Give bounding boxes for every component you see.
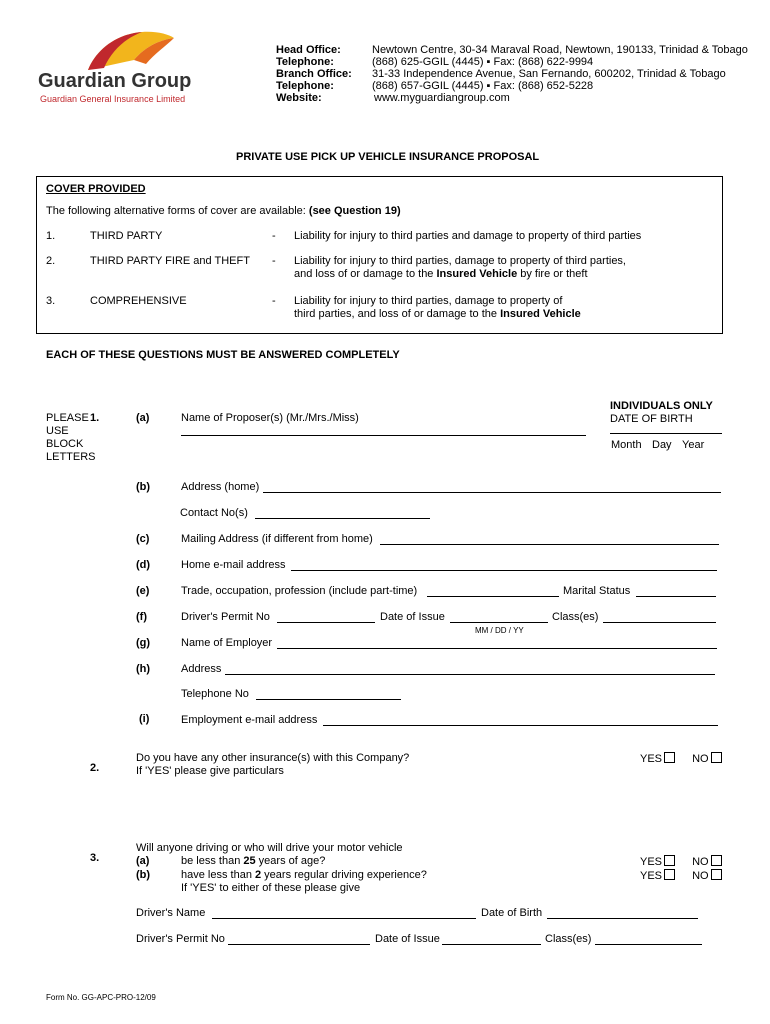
cover-item-dash: - — [272, 230, 276, 242]
contact-value: 31-33 Independence Avenue, San Fernando, 600202, Trinidad & Tobago — [372, 68, 726, 80]
cover-item-name: THIRD PARTY FIRE and THEFT — [90, 255, 250, 267]
question-number: 2. — [90, 762, 100, 774]
cover-item-desc: Liability for injury to third parties, damage to property of third parties, — [294, 255, 626, 267]
yes-label: YES — [640, 856, 663, 868]
driver-class-field[interactable] — [595, 944, 702, 945]
q3a-post: years of age? — [255, 855, 326, 867]
desc-bold: Insured Vehicle — [500, 308, 581, 320]
driver-dob-field[interactable] — [547, 918, 698, 919]
q3b-pre: have less than — [181, 869, 255, 881]
q1a-letter: (a) — [136, 412, 150, 424]
desc-text: and loss of or damage to the — [294, 268, 437, 280]
q1h-letter: (h) — [136, 663, 151, 675]
please-line: BLOCK — [46, 438, 84, 450]
issue-label: Date of Issue — [380, 611, 445, 623]
cover-item-dash: - — [272, 295, 276, 307]
cover-item-name: THIRD PARTY — [90, 230, 163, 242]
contact-value: (868) 625-GGIL (4445) ▪ Fax: (868) 622-9994 — [372, 56, 594, 68]
individuals-heading: INDIVIDUALS ONLY — [610, 400, 713, 412]
yes-checkbox[interactable] — [664, 855, 675, 866]
issue-field[interactable] — [450, 622, 548, 623]
dob-day: Day — [652, 439, 672, 451]
q3a-letter: (a) — [136, 855, 150, 867]
employer-address-field[interactable] — [225, 674, 715, 675]
dob-label: DATE OF BIRTH — [610, 413, 693, 425]
contact-label: Head Office: — [276, 44, 341, 56]
company-logo — [38, 30, 218, 110]
q3a-text — [181, 855, 325, 867]
cover-item-num: 1. — [46, 230, 56, 242]
q1b-letter: (b) — [136, 481, 151, 493]
q3b-years: 2 — [255, 869, 262, 881]
q1f-letter: (f) — [136, 611, 147, 623]
please-line: LETTERS — [46, 451, 96, 463]
dob-label: Date of Birth — [481, 907, 543, 919]
cover-item-num: 2. — [46, 255, 56, 267]
q1d-letter: (d) — [136, 559, 151, 571]
logo-subtitle: Guardian General Insurance Limited — [40, 94, 186, 104]
q3a-yes-no — [640, 855, 722, 868]
no-checkbox[interactable] — [711, 855, 722, 866]
yes-label: YES — [640, 870, 663, 882]
yes-checkbox[interactable] — [664, 752, 675, 763]
q1f-label: Driver's Permit No — [181, 611, 270, 623]
employment-email-field[interactable] — [323, 725, 718, 726]
dob-month: Month — [611, 439, 642, 451]
telephone-field[interactable] — [256, 699, 401, 700]
proposer-name-field[interactable] — [181, 435, 586, 436]
permit-label: Driver's Permit No — [136, 933, 225, 945]
cover-item-desc: Liability for injury to third parties, damage to property of — [294, 295, 563, 307]
home-address-field[interactable] — [263, 492, 721, 493]
cover-item-num: 3. — [46, 295, 56, 307]
mailing-address-field[interactable] — [380, 544, 719, 545]
drivers-name-field[interactable] — [212, 918, 476, 919]
q1b-label: Address (home) — [181, 481, 260, 493]
website-link[interactable]: www.myguardiangroup.com — [374, 92, 510, 104]
marital-field[interactable] — [636, 596, 716, 597]
q3b-text — [181, 869, 427, 881]
q1i-letter: (i) — [139, 713, 150, 725]
question-number: 3. — [90, 852, 100, 864]
no-label: NO — [692, 753, 709, 765]
no-label: NO — [692, 856, 709, 868]
logo-name: Guardian Group — [38, 70, 192, 92]
q3b-yes-no — [640, 869, 722, 882]
form-number: Form No. GG-APC-PRO-12/09 — [46, 993, 156, 1002]
q1g-label: Name of Employer — [181, 637, 273, 649]
please-line: USE — [46, 425, 69, 437]
contact-value: (868) 657-GGIL (4445) ▪ Fax: (868) 652-5228 — [372, 80, 594, 92]
cover-item-desc-2 — [294, 308, 581, 320]
q1h-label: Address — [181, 663, 222, 675]
q1a-label: Name of Proposer(s) (Mr./Mrs./Miss) — [181, 412, 359, 424]
q1c-label: Mailing Address (if different from home) — [181, 533, 373, 545]
no-checkbox[interactable] — [711, 869, 722, 880]
no-checkbox[interactable] — [711, 752, 722, 763]
yes-checkbox[interactable] — [664, 869, 675, 880]
please-line: PLEASE — [46, 412, 89, 424]
q1d-label: Home e-mail address — [181, 559, 286, 571]
cover-intro-ref: (see Question 19) — [308, 205, 401, 217]
cover-item-desc: Liability for injury to third parties and damage to property of third parties — [294, 230, 642, 242]
contact-label: Telephone: — [276, 56, 334, 68]
permit-field[interactable] — [277, 622, 375, 623]
q2-yes-no — [640, 752, 722, 765]
telephone-label: Telephone No — [181, 688, 249, 700]
q1i-label: Employment e-mail address — [181, 714, 318, 726]
q3-if-yes: If 'YES' to either of these please give — [181, 882, 361, 894]
desc-bold: Insured Vehicle — [436, 268, 518, 280]
contact-label: Contact No(s) — [180, 507, 248, 519]
class-field[interactable] — [603, 622, 716, 623]
marital-label: Marital Status — [563, 585, 631, 597]
q1c-letter: (c) — [136, 533, 150, 545]
yes-label: YES — [640, 753, 663, 765]
dob-field[interactable] — [610, 433, 722, 434]
contact-value: Newtown Centre, 30-34 Maraval Road, Newtown, 190133, Trinidad & Tobago — [372, 44, 748, 56]
drivers-name-label: Driver's Name — [136, 907, 206, 919]
contact-label: Telephone: — [276, 80, 334, 92]
q1e-letter: (e) — [136, 585, 150, 597]
contact-field[interactable] — [255, 518, 430, 519]
question-number: 1. — [90, 412, 100, 424]
q3-intro: Will anyone driving or who will drive your motor vehicle — [136, 842, 403, 854]
employer-field[interactable] — [277, 648, 717, 649]
logo-mark-icon — [86, 30, 176, 72]
occupation-field[interactable] — [427, 596, 559, 597]
class-label: Class(es) — [545, 933, 592, 945]
contact-label: Website: — [276, 92, 322, 104]
cover-item-name: COMPREHENSIVE — [90, 295, 187, 307]
q3a-pre: be less than — [181, 855, 244, 867]
no-label: NO — [692, 870, 709, 882]
cover-intro — [46, 205, 401, 217]
cover-heading: COVER PROVIDED — [46, 183, 146, 195]
cover-intro-text: The following alternative forms of cover are available: — [46, 205, 309, 217]
q3b-post: years regular driving experience? — [261, 869, 427, 881]
home-email-field[interactable] — [291, 570, 717, 571]
desc-text: by fire or theft — [517, 268, 588, 280]
q3b-letter: (b) — [136, 869, 151, 881]
q2-text-2: If 'YES' please give particulars — [136, 765, 284, 777]
q2-text: Do you have any other insurance(s) with this Company? — [136, 752, 410, 764]
cover-item-dash: - — [272, 255, 276, 267]
driver-permit-field[interactable] — [228, 944, 370, 945]
date-format-hint: MM / DD / YY — [475, 626, 524, 635]
q1g-letter: (g) — [136, 637, 151, 649]
contact-label: Branch Office: — [276, 68, 352, 80]
desc-text: third parties, and loss of or damage to the — [294, 308, 501, 320]
dob-year: Year — [682, 439, 705, 451]
q1e-label: Trade, occupation, profession (include part-time) — [181, 585, 418, 597]
class-label: Class(es) — [552, 611, 599, 623]
issue-label: Date of Issue — [375, 933, 440, 945]
driver-issue-field[interactable] — [442, 944, 541, 945]
form-title: PRIVATE USE PICK UP VEHICLE INSURANCE PROPOSAL — [236, 151, 540, 163]
q3a-age: 25 — [243, 855, 256, 867]
please-note — [46, 412, 96, 464]
cover-item-desc-2 — [294, 268, 588, 280]
section-heading: EACH OF THESE QUESTIONS MUST BE ANSWERED COMPLETELY — [46, 349, 400, 361]
